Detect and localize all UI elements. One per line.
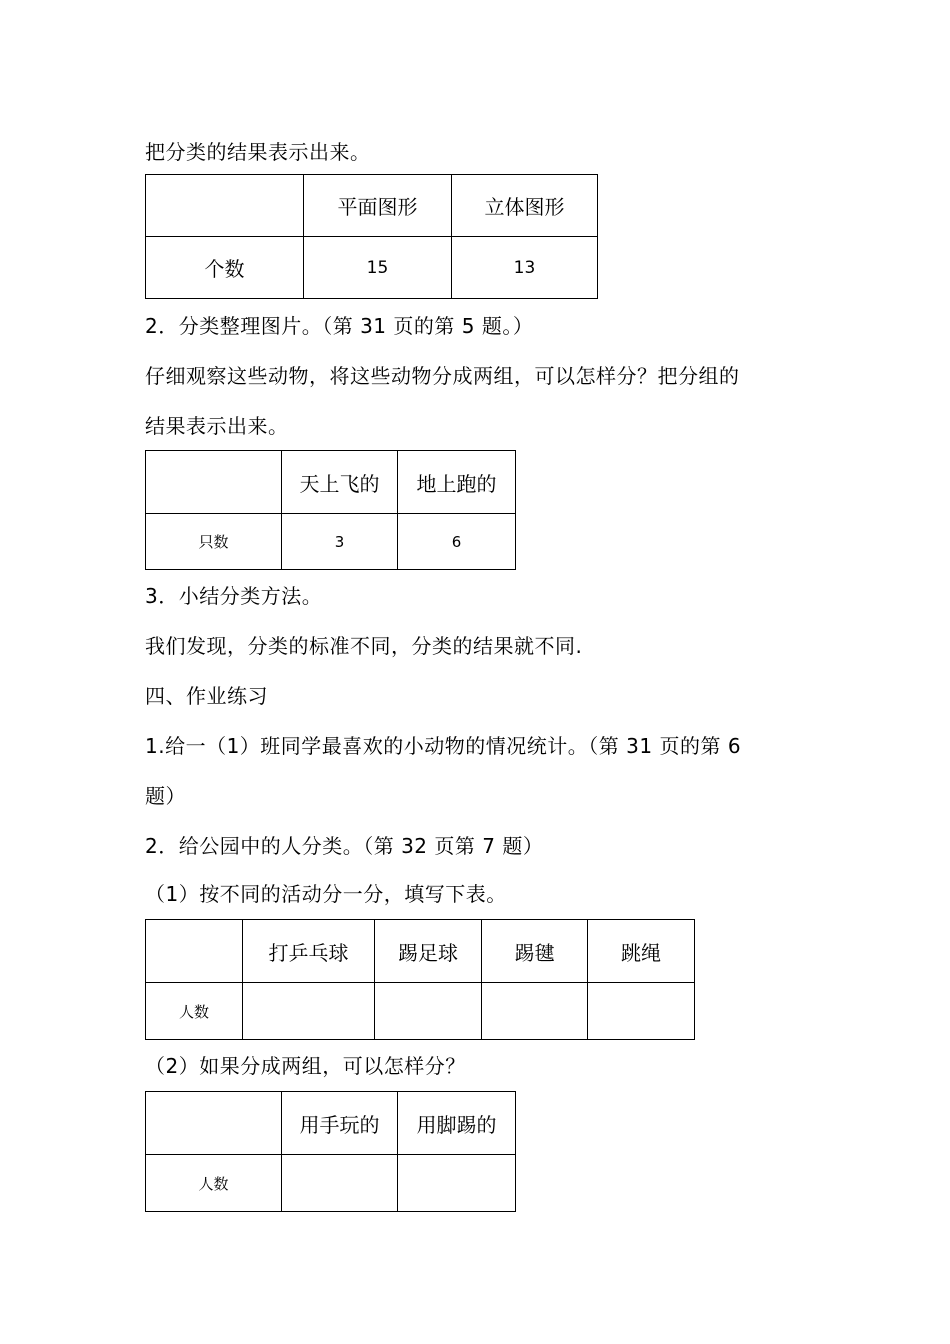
shape-classification-table xyxy=(145,174,598,299)
animal-classification-table xyxy=(145,450,516,570)
row-label: 个数 xyxy=(146,237,304,299)
table-cell: 6 xyxy=(398,514,516,570)
section-heading: 四、作业练习 xyxy=(145,684,268,708)
text-line: 我们发现，分类的标准不同，分类的结果就不同. xyxy=(145,634,583,658)
table-header: 踢毽 xyxy=(482,920,588,983)
table-cell xyxy=(146,175,304,237)
text-line: 把分类的结果表示出来。 xyxy=(145,140,371,164)
text-line: 2．分类整理图片。（第 31 页的第 5 题。） xyxy=(145,314,534,338)
text-line: （1）按不同的活动分一分，填写下表。 xyxy=(145,882,507,906)
table-header: 跳绳 xyxy=(588,920,695,983)
blank-cell xyxy=(243,983,375,1040)
table-header: 打乒乓球 xyxy=(243,920,375,983)
blank-cell xyxy=(482,983,588,1040)
table-header: 平面图形 xyxy=(304,175,452,237)
text-line: 3．小结分类方法。 xyxy=(145,584,323,608)
table-cell: 3 xyxy=(282,514,398,570)
table-header: 踢足球 xyxy=(375,920,482,983)
text-line: 2．给公园中的人分类。（第 32 页第 7 题） xyxy=(145,834,544,858)
blank-cell xyxy=(398,1155,516,1212)
table-header: 天上飞的 xyxy=(282,451,398,514)
activity-table xyxy=(145,919,695,1040)
table-header: 地上跑的 xyxy=(398,451,516,514)
text-line: （2）如果分成两组，可以怎样分？ xyxy=(145,1054,466,1078)
row-label: 人数 xyxy=(146,1155,282,1212)
blank-cell xyxy=(588,983,695,1040)
table-cell xyxy=(146,451,282,514)
row-label: 只数 xyxy=(146,514,282,570)
text-line: 1.给一（1）班同学最喜欢的小动物的情况统计。（第 31 页的第 6 xyxy=(145,734,742,758)
text-line: 题） xyxy=(145,784,186,808)
table-cell xyxy=(146,1092,282,1155)
table-header: 用手玩的 xyxy=(282,1092,398,1155)
table-cell: 13 xyxy=(452,237,598,299)
blank-cell xyxy=(282,1155,398,1212)
grouping-table xyxy=(145,1091,516,1212)
table-header: 用脚踢的 xyxy=(398,1092,516,1155)
text-line: 结果表示出来。 xyxy=(145,414,289,438)
row-label: 人数 xyxy=(146,983,243,1040)
blank-cell xyxy=(375,983,482,1040)
table-cell: 15 xyxy=(304,237,452,299)
table-cell xyxy=(146,920,243,983)
table-header: 立体图形 xyxy=(452,175,598,237)
text-line: 仔细观察这些动物，将这些动物分成两组，可以怎样分？把分组的 xyxy=(145,364,740,388)
